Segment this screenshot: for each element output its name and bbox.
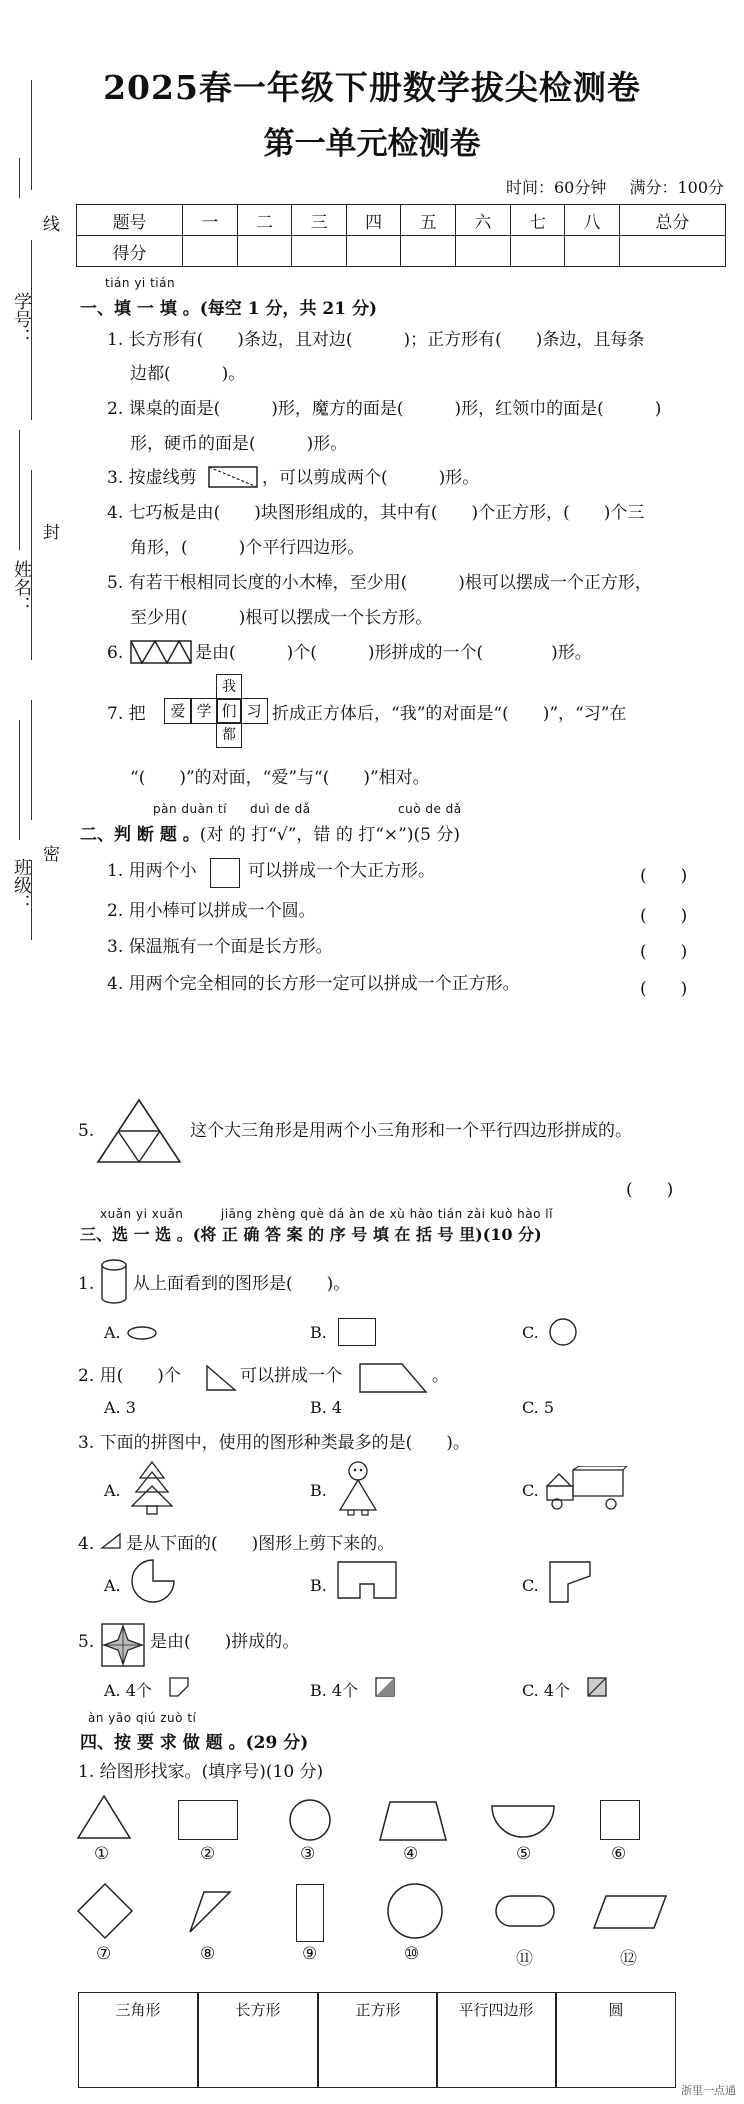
- name-label: 姓名：: [11, 560, 32, 614]
- answer-paren[interactable]: ( ): [626, 1180, 674, 1200]
- q5-option-c[interactable]: C. 4个: [522, 1681, 571, 1700]
- full-score: 满分：100分: [629, 178, 724, 197]
- s4-q1: 1. 给图形找家。(填序号)(10 分): [78, 1762, 324, 1782]
- score-cell: 八: [565, 205, 620, 236]
- shape-4-trapezoid: [378, 1800, 448, 1842]
- q5-option-a[interactable]: A. 4个: [104, 1681, 152, 1700]
- option-b-label[interactable]: B.: [310, 1481, 327, 1500]
- cube-face: 习: [240, 698, 268, 724]
- section2-title: [80, 820, 460, 845]
- answer-box-square[interactable]: 正方形: [318, 1992, 438, 2088]
- pacman-shape-figure: [128, 1556, 178, 1606]
- s3-q1-text: 从上面看到的图形是( )。: [133, 1274, 351, 1294]
- time-limit: 时间：60分钟: [505, 178, 607, 197]
- option-a-label[interactable]: A.: [104, 1576, 121, 1595]
- shape-number: ⑧: [200, 1944, 216, 1964]
- score-input[interactable]: [510, 236, 565, 267]
- section4-pinyin: àn yāo qiú zuò tí: [88, 1711, 197, 1725]
- answer-box-parallelogram[interactable]: 平行四边形: [436, 1992, 556, 2088]
- answer-paren[interactable]: ( ): [640, 866, 688, 886]
- s1-q3-a: 3. 按虚线剪: [107, 468, 197, 488]
- shape-6-square: [600, 1800, 640, 1840]
- cube-net-figure: [158, 672, 278, 750]
- answer-box-rectangle[interactable]: 长方形: [198, 1992, 318, 2088]
- dashed-rectangle-figure: [208, 466, 258, 488]
- shape-number: ⑨: [302, 1944, 318, 1964]
- page-title: 2025春一年级下册数学拔尖检测卷: [103, 68, 641, 107]
- watermark: 浙里一点通: [681, 2084, 736, 2097]
- option-a-label[interactable]: A.: [104, 1323, 121, 1342]
- s1-q7-b: 折成正方体后，“我”的对面是“( )”，“习”在: [272, 704, 627, 724]
- s1-q4-line2: 角形，( )个平行四边形。: [130, 538, 365, 558]
- q5-option-b[interactable]: B. 4个: [310, 1681, 359, 1700]
- shape-number: ⑪: [516, 1949, 533, 1969]
- score-input[interactable]: [183, 236, 238, 267]
- shape-3-circle: [288, 1798, 332, 1842]
- s1-q3-b: ，可以剪成两个( )形。: [262, 468, 480, 488]
- notched-rectangle-figure: [336, 1560, 398, 1600]
- rectangle-option-figure: [338, 1318, 376, 1346]
- s1-q7-c: “( )”的对面，“爱”与“( )”相对。: [130, 768, 430, 788]
- shape-number: ⑤: [516, 1844, 532, 1864]
- big-triangle-figure: [96, 1098, 182, 1164]
- cube-face: 学: [190, 698, 218, 724]
- s1-q1-line2: 边都( )。: [130, 364, 246, 384]
- id-underline: [19, 158, 20, 198]
- s2-q4: 4. 用两个完全相同的长方形一定可以拼成一个正方形。: [107, 974, 520, 994]
- circle-option-figure: [548, 1317, 578, 1347]
- class-label: 班级：: [11, 858, 32, 912]
- score-cell: 五: [401, 205, 456, 236]
- s1-q2-line2: 形，硬币的面是( )形。: [130, 434, 348, 454]
- section2-pinyin-b: duì de dǎ: [250, 802, 311, 816]
- shape-8-triangle: [188, 1890, 232, 1934]
- score-input[interactable]: [619, 236, 725, 267]
- s1-q6-text: 是由( )个( )形拼成的一个( )形。: [195, 643, 592, 663]
- answer-paren[interactable]: ( ): [640, 942, 688, 962]
- shape-1-triangle: [76, 1794, 132, 1842]
- section4-title: 四、按 要 求 做 题 。(29 分): [80, 1733, 309, 1753]
- option-a-label[interactable]: A.: [104, 1481, 121, 1500]
- shape-number: ③: [300, 1844, 316, 1864]
- truck-puzzle-figure: [545, 1466, 629, 1510]
- score-input[interactable]: [401, 236, 456, 267]
- s3-q5-text: 是由( )拼成的。: [150, 1632, 300, 1652]
- score-cell: 一: [183, 205, 238, 236]
- ellipse-option-figure: [126, 1325, 158, 1341]
- shape-number: ⑩: [404, 1944, 420, 1964]
- section2-pinyin-c: cuò de dǎ: [398, 802, 462, 816]
- score-header-row: [77, 205, 726, 236]
- option-c-label[interactable]: C.: [522, 1576, 539, 1595]
- s3-q2-c: 。: [432, 1366, 449, 1386]
- section3-pinyin: xuǎn yi xuǎn jiāng zhèng què dá àn de xù hào tián zài kuò hào lǐ: [100, 1207, 553, 1221]
- q2-option-b[interactable]: B. 4: [310, 1398, 343, 1417]
- section3-title: 三、选 一 选 。(将 正 确 答 案 的 序 号 填 在 括 号 里)(10 分): [80, 1225, 542, 1244]
- shape-2-rectangle: [178, 1800, 238, 1840]
- score-label: 得分: [77, 236, 183, 267]
- seal-char-feng: 封: [43, 523, 60, 543]
- shape-number: ①: [94, 1844, 110, 1864]
- score-table: [76, 204, 726, 267]
- answer-paren[interactable]: ( ): [640, 906, 688, 926]
- score-value-row: [77, 236, 726, 267]
- score-cell: 六: [456, 205, 511, 236]
- class-underline: [19, 720, 20, 840]
- seal-char-mi: 密: [43, 845, 60, 865]
- name-underline: [19, 430, 20, 550]
- shape-number: ⑥: [611, 1844, 627, 1864]
- section1-title: 一、填 一 填 。(每空 1 分，共 21 分): [80, 299, 378, 319]
- section1-pinyin: tián yi tián: [105, 276, 176, 290]
- s2-q1-b: 可以拼成一个大正方形。: [248, 861, 435, 881]
- section2-title-main: 二、判 断 题 。: [80, 825, 200, 845]
- section2-pinyin-a: pàn duàn tí: [153, 802, 227, 816]
- binding-line: [31, 80, 32, 190]
- cube-face: 都: [216, 722, 242, 748]
- score-cell: 题号: [77, 205, 183, 236]
- small-triangle-figure: [100, 1532, 122, 1550]
- s3-q2-b: 可以拼成一个: [240, 1366, 342, 1386]
- shape-number: ②: [200, 1844, 216, 1864]
- score-cell: 二: [237, 205, 292, 236]
- cube-face: 我: [216, 674, 242, 700]
- shape-7-diamond: [76, 1882, 134, 1940]
- score-input[interactable]: [456, 236, 511, 267]
- page-subtitle: 第一单元检测卷: [263, 126, 481, 162]
- star-square-figure: [100, 1622, 146, 1668]
- cube-face: 爱: [164, 698, 192, 724]
- score-input[interactable]: [237, 236, 292, 267]
- s2-q3: 3. 保温瓶有一个面是长方形。: [107, 937, 333, 957]
- cylinder-figure: [100, 1258, 128, 1306]
- shape-9-tall-rectangle: [296, 1884, 324, 1942]
- answer-box-triangle[interactable]: 三角形: [78, 1992, 198, 2088]
- s1-q7-a: 7. 把: [107, 704, 146, 724]
- s1-q5-line2: 至少用( )根可以摆成一个长方形。: [130, 608, 433, 628]
- q2-option-a[interactable]: A. 3: [104, 1398, 136, 1417]
- small-square-figure: [210, 858, 240, 888]
- score-cell: 总分: [619, 205, 725, 236]
- score-input[interactable]: [346, 236, 401, 267]
- score-cell: 七: [510, 205, 565, 236]
- s3-q4-num: 4.: [78, 1534, 95, 1554]
- cut-square-figure: [548, 1560, 592, 1604]
- score-input[interactable]: [292, 236, 347, 267]
- shape-11-stadium: [494, 1894, 556, 1928]
- s3-q3: 3. 下面的拼图中，使用的图形种类最多的是( )。: [78, 1433, 470, 1453]
- shape-number: ⑦: [96, 1944, 112, 1964]
- exam-meta: [506, 175, 724, 198]
- s1-q6-num: 6.: [107, 643, 124, 663]
- s1-q5-line1: 5. 有若干根相同长度的小木棒，至少用( )根可以摆成一个正方形，: [107, 573, 652, 593]
- robot-puzzle-figure: [336, 1460, 380, 1516]
- shape-10-circle: [386, 1882, 444, 1940]
- student-id-label: 学号：: [11, 292, 32, 346]
- shape-5-semicircle: [490, 1804, 556, 1840]
- right-triangle-figure: [205, 1364, 237, 1392]
- q2-option-c[interactable]: C. 5: [522, 1398, 555, 1417]
- score-cell: 三: [292, 205, 347, 236]
- shape-number: ⑫: [620, 1949, 637, 1969]
- s2-q5-num: 5.: [78, 1121, 95, 1141]
- option-piece-a: [168, 1676, 190, 1698]
- shape-12-parallelogram: [592, 1894, 668, 1930]
- option-piece-c: [586, 1676, 608, 1698]
- option-c-label[interactable]: C.: [522, 1323, 539, 1342]
- s3-q5-num: 5.: [78, 1632, 95, 1652]
- option-b-label[interactable]: B.: [310, 1576, 327, 1595]
- s2-q2: 2. 用小棒可以拼成一个圆。: [107, 901, 316, 921]
- s1-q2-line1: 2. 课桌的面是( )形，魔方的面是( )形，红领巾的面是( ): [107, 399, 662, 419]
- s1-q4-line1: 4. 七巧板是由( )块图形组成的，其中有( )个正方形，( )个三: [107, 503, 645, 523]
- s2-q5-text: 这个大三角形是用两个小三角形和一个平行四边形拼成的。: [190, 1121, 632, 1141]
- section2-title-note: (对 的 打“√”，错 的 打“×”)(5 分): [199, 825, 460, 845]
- triangles-strip-figure: [130, 640, 192, 664]
- s2-q1-a: 1. 用两个小: [107, 861, 197, 881]
- trapezoid-figure: [358, 1362, 428, 1394]
- s1-q1-line1: 1. 长方形有( )条边，且对边( )；正方形有( )条边，且每条: [107, 330, 645, 350]
- answer-box-circle[interactable]: 圆: [556, 1992, 676, 2088]
- shape-number: ④: [403, 1844, 419, 1864]
- binding-line: [31, 700, 32, 820]
- seal-char-xian: 线: [43, 215, 60, 235]
- score-input[interactable]: [565, 236, 620, 267]
- option-c-label[interactable]: C.: [522, 1481, 539, 1500]
- tree-puzzle-figure: [130, 1460, 174, 1516]
- s3-q4-text: 是从下面的( )图形上剪下来的。: [126, 1534, 395, 1554]
- score-cell: 四: [346, 205, 401, 236]
- option-b-label[interactable]: B.: [310, 1323, 327, 1342]
- answer-paren[interactable]: ( ): [640, 979, 688, 999]
- s3-q1-num: 1.: [78, 1274, 95, 1294]
- option-piece-b: [374, 1676, 396, 1698]
- cube-face: 们: [216, 698, 242, 724]
- s3-q2-a: 2. 用( )个: [78, 1366, 181, 1386]
